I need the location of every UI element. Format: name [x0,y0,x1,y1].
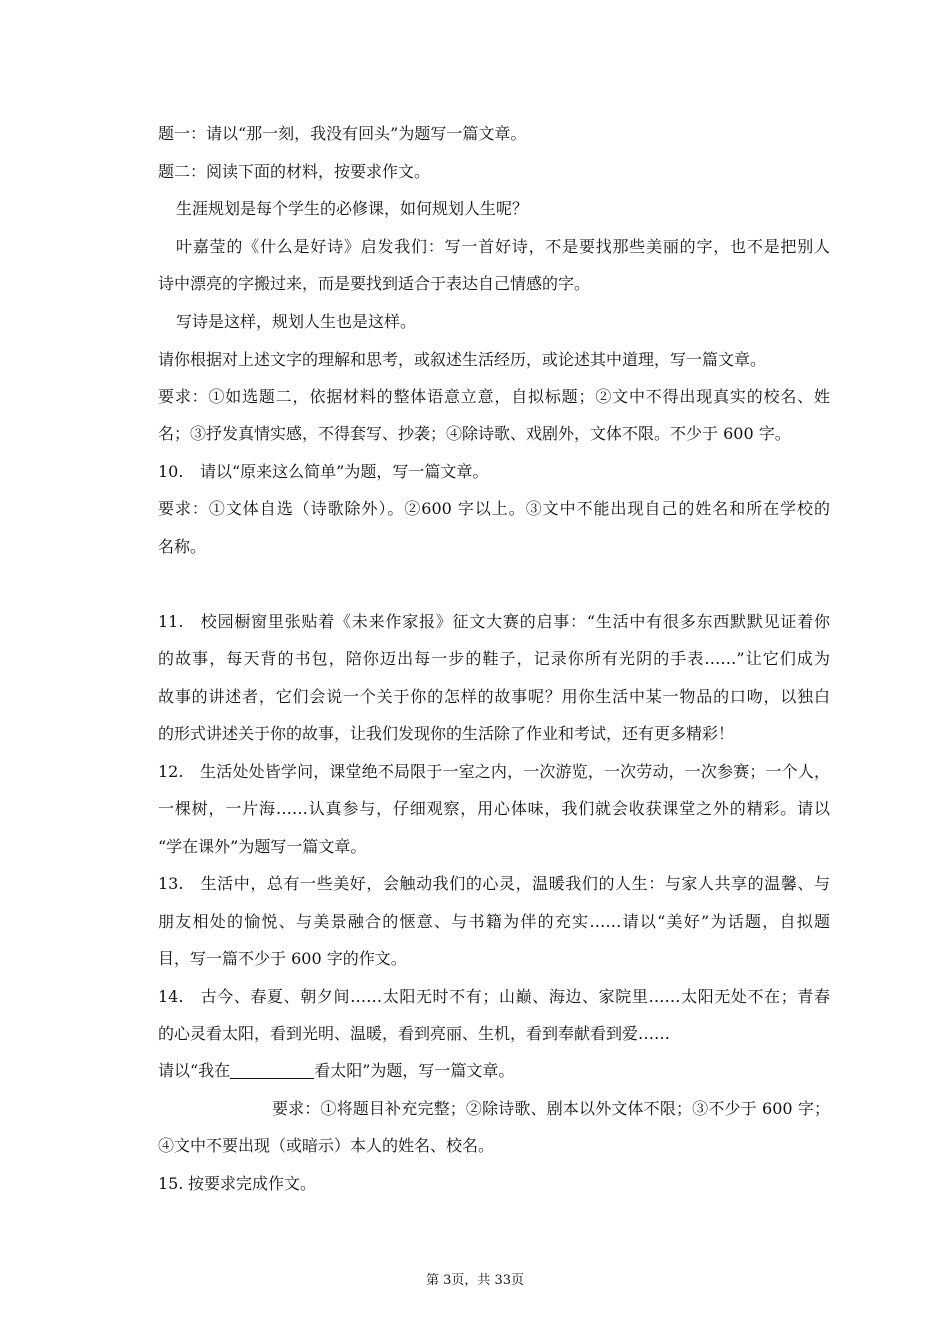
material-line: 叶嘉莹的《什么是好诗》启发我们：写一首好诗，不是要找那些美丽的字，也不是把别人 [176,237,830,256]
title-suffix: 看太阳”为题，写一篇文章。 [314,1061,515,1080]
question-text-line [158,1061,830,1081]
question-text: 古今、春夏、朝夕间……太阳无时不有；山巅、海边、家院里……太阳无处不在；青春 [200,987,830,1006]
question-10 [158,462,830,482]
question-number: 11. [158,612,184,631]
topic-two: 题二：阅读下面的材料，按要求作文。 [158,162,431,181]
requirement-line: ④文中不要出现（或暗示）本人的姓名、校名。 [158,1136,495,1155]
question-13 [158,874,830,894]
question-text-line: 故事的讲述者，它们会说一个关于你的怎样的故事呢？用你生活中某一物品的口吻，以独白 [158,687,830,706]
question-number: 15. [158,1174,184,1193]
question-text-line: 目，写一篇不少于 600 字的作文。 [158,949,407,968]
requirement-line: 要求：①文体自选（诗歌除外）。②600 字以上。③文中不能出现自己的姓名和所在学校的 [158,499,830,518]
question-text: 校园橱窗里张贴着《未来作家报》征文大赛的启事：“生活中有很多东西默默见证着你 [200,612,830,631]
requirement-line: 要求：①将题目补充完整；②除诗歌、剧本以外文体不限；③不少于 600 字； [272,1099,830,1118]
material-line: 写诗是这样，规划人生也是这样。 [176,312,417,331]
question-text: 生活处处皆学问，课堂绝不局限于一室之内，一次游览，一次劳动，一次参赛；一个人， [200,762,830,781]
page-footer: 第 3页，共 33页 [425,1273,525,1288]
question-14 [158,987,830,1007]
question-number: 10. [158,462,184,481]
requirement-line: 名；③抒发真情实感，不得套写、抄袭；④除诗歌、戏剧外，文体不限。不少于 600 字。 [158,424,791,443]
material-line: 请你根据对上述文字的理解和思考，或叙述生活经历，或论述其中道理，写一篇文章。 [158,350,767,369]
question-text-line: 的心灵看太阳，看到光明、温暖，看到亮丽、生机，看到奉献看到爱…… [158,1024,671,1043]
question-text: 请以“原来这么简单”为题，写一篇文章。 [200,462,489,481]
material-line: 诗中漂亮的字搬过来，而是要找到适合于表达自己情感的字。 [158,274,591,293]
question-text-line: “学在课外”为题写一篇文章。 [158,837,367,856]
question-text-line: 的故事，每天背的书包，陪你迈出每一步的鞋子，记录你所有光阴的手表……”让它们成为 [158,649,830,668]
title-prefix: 请以“我在 [158,1061,231,1080]
material-line: 生涯规划是每个学生的必修课，如何规划人生呢？ [176,199,529,218]
question-number: 12. [158,762,184,781]
question-text-line: 一棵树，一片海……认真参与，仔细观察，用心体味，我们就会收获课堂之外的精彩。请以 [158,799,830,818]
fill-in-blank [230,1062,314,1079]
question-text: 生活中，总有一些美好，会触动我们的心灵，温暖我们的人生：与家人共享的温馨、与 [200,874,830,893]
question-15 [158,1174,830,1194]
requirement-line: 名称。 [158,537,207,556]
question-12 [158,762,830,782]
requirement-line: 要求：①如选题二，依据材料的整体语意立意，自拟标题；②文中不得出现真实的校名、姓 [158,387,830,406]
question-11 [158,612,830,632]
question-text-line: 朋友相处的愉悦、与美景融合的惬意、与书籍为伴的充实……请以“美好”为话题，自拟题 [158,912,830,931]
question-text: 按要求完成作文。 [188,1174,317,1193]
question-number: 14. [158,987,184,1006]
topic-one: 题一：请以“那一刻，我没有回头”为题写一篇文章。 [158,124,527,143]
question-text-line: 的形式讲述关于你的故事，让我们发现你的生活除了作业和考试，还有更多精彩！ [158,724,735,743]
question-number: 13. [158,874,184,893]
